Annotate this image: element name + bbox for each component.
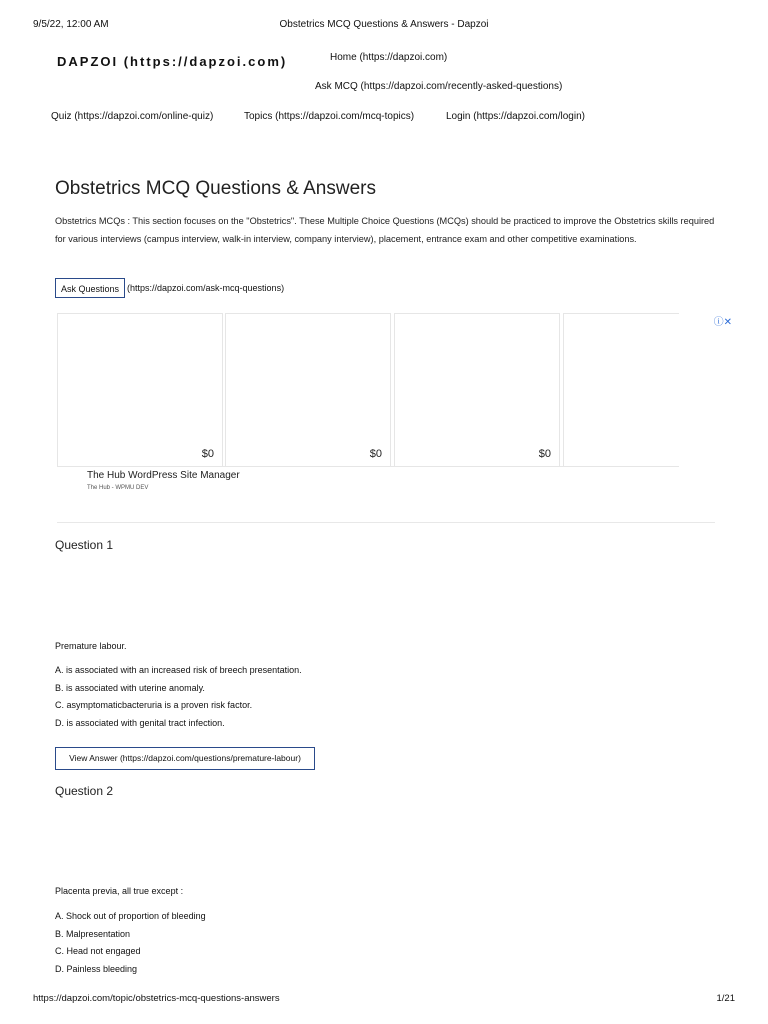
- ad-price: $0: [201, 448, 214, 460]
- site-logo[interactable]: DAPZOI (https://dapzoi.com): [57, 54, 288, 69]
- option-item: B. Malpresentation: [55, 928, 131, 939]
- question-text: Premature labour.: [55, 641, 127, 651]
- print-page-title: Obstetrics MCQ Questions & Answers - Dapzoi: [279, 19, 489, 30]
- print-date: 9/5/22, 12:00 AM: [33, 19, 109, 30]
- option-item: B. is associated with uterine anomaly.: [55, 682, 205, 693]
- view-answer-button[interactable]: View Answer (https://dapzoi.com/questions/premature-labour): [55, 747, 315, 770]
- print-page-number: 1/21: [716, 993, 735, 1004]
- divider: [57, 466, 679, 467]
- ask-questions-button[interactable]: Ask Questions: [55, 278, 125, 298]
- nav-login-link[interactable]: Login (https://dapzoi.com/login): [446, 111, 585, 122]
- ad-card[interactable]: [225, 313, 391, 467]
- question-text: Placenta previa, all true except :: [55, 886, 184, 896]
- ad-card[interactable]: [563, 313, 679, 467]
- close-icon[interactable]: ✕: [723, 317, 732, 328]
- ad-title[interactable]: The Hub WordPress Site Manager: [87, 470, 240, 481]
- divider: [57, 522, 715, 523]
- option-item: C. Head not engaged: [55, 946, 141, 957]
- nav-topics-link[interactable]: Topics (https://dapzoi.com/mcq-topics): [244, 111, 415, 122]
- ad-sponsor: The Hub - WPMU DEV: [87, 485, 149, 491]
- option-item: D. Painless bleeding: [55, 964, 138, 975]
- nav-ask-mcq-link[interactable]: Ask MCQ (https://dapzoi.com/recently-asked-questions): [315, 81, 563, 92]
- print-footer-url: https://dapzoi.com/topic/obstetrics-mcq-questions-answers: [33, 993, 280, 1004]
- intro-paragraph: Obstetrics MCQs : This section focuses on the "Obstetrics". These Multiple Choice Questions (MCQs) should be practiced to improve the Obstetrics skills required for various interviews (campus interview, walk-in interview, company interview), placement, entrance exam and other competitive examinations.: [55, 216, 715, 244]
- option-item: D. is associated with genital tract infection.: [55, 718, 225, 729]
- option-item: A. Shock out of proportion of bleeding: [55, 911, 206, 921]
- question-heading: Question 2: [55, 784, 114, 798]
- options-list: [55, 908, 206, 979]
- page-title: Obstetrics MCQ Questions & Answers: [55, 178, 376, 199]
- ad-choices-icon[interactable]: ⓘ: [713, 317, 724, 328]
- nav-home-link[interactable]: Home (https://dapzoi.com): [330, 52, 448, 63]
- option-item: C. asymptomaticbacteruria is a proven risk factor.: [55, 700, 253, 711]
- option-item: A. is associated with an increased risk of breech presentation.: [55, 665, 302, 675]
- ad-price: $0: [538, 448, 551, 460]
- ad-price: $0: [369, 448, 382, 460]
- options-list: [55, 662, 302, 733]
- ad-banner[interactable]: [57, 313, 732, 493]
- nav-quiz-link[interactable]: Quiz (https://dapzoi.com/online-quiz): [51, 111, 214, 122]
- ad-card[interactable]: [394, 313, 560, 467]
- ad-controls[interactable]: [714, 313, 732, 328]
- ad-card[interactable]: [57, 313, 223, 467]
- ask-questions-url: (https://dapzoi.com/ask-mcq-questions): [127, 283, 285, 293]
- question-heading: Question 1: [55, 538, 114, 552]
